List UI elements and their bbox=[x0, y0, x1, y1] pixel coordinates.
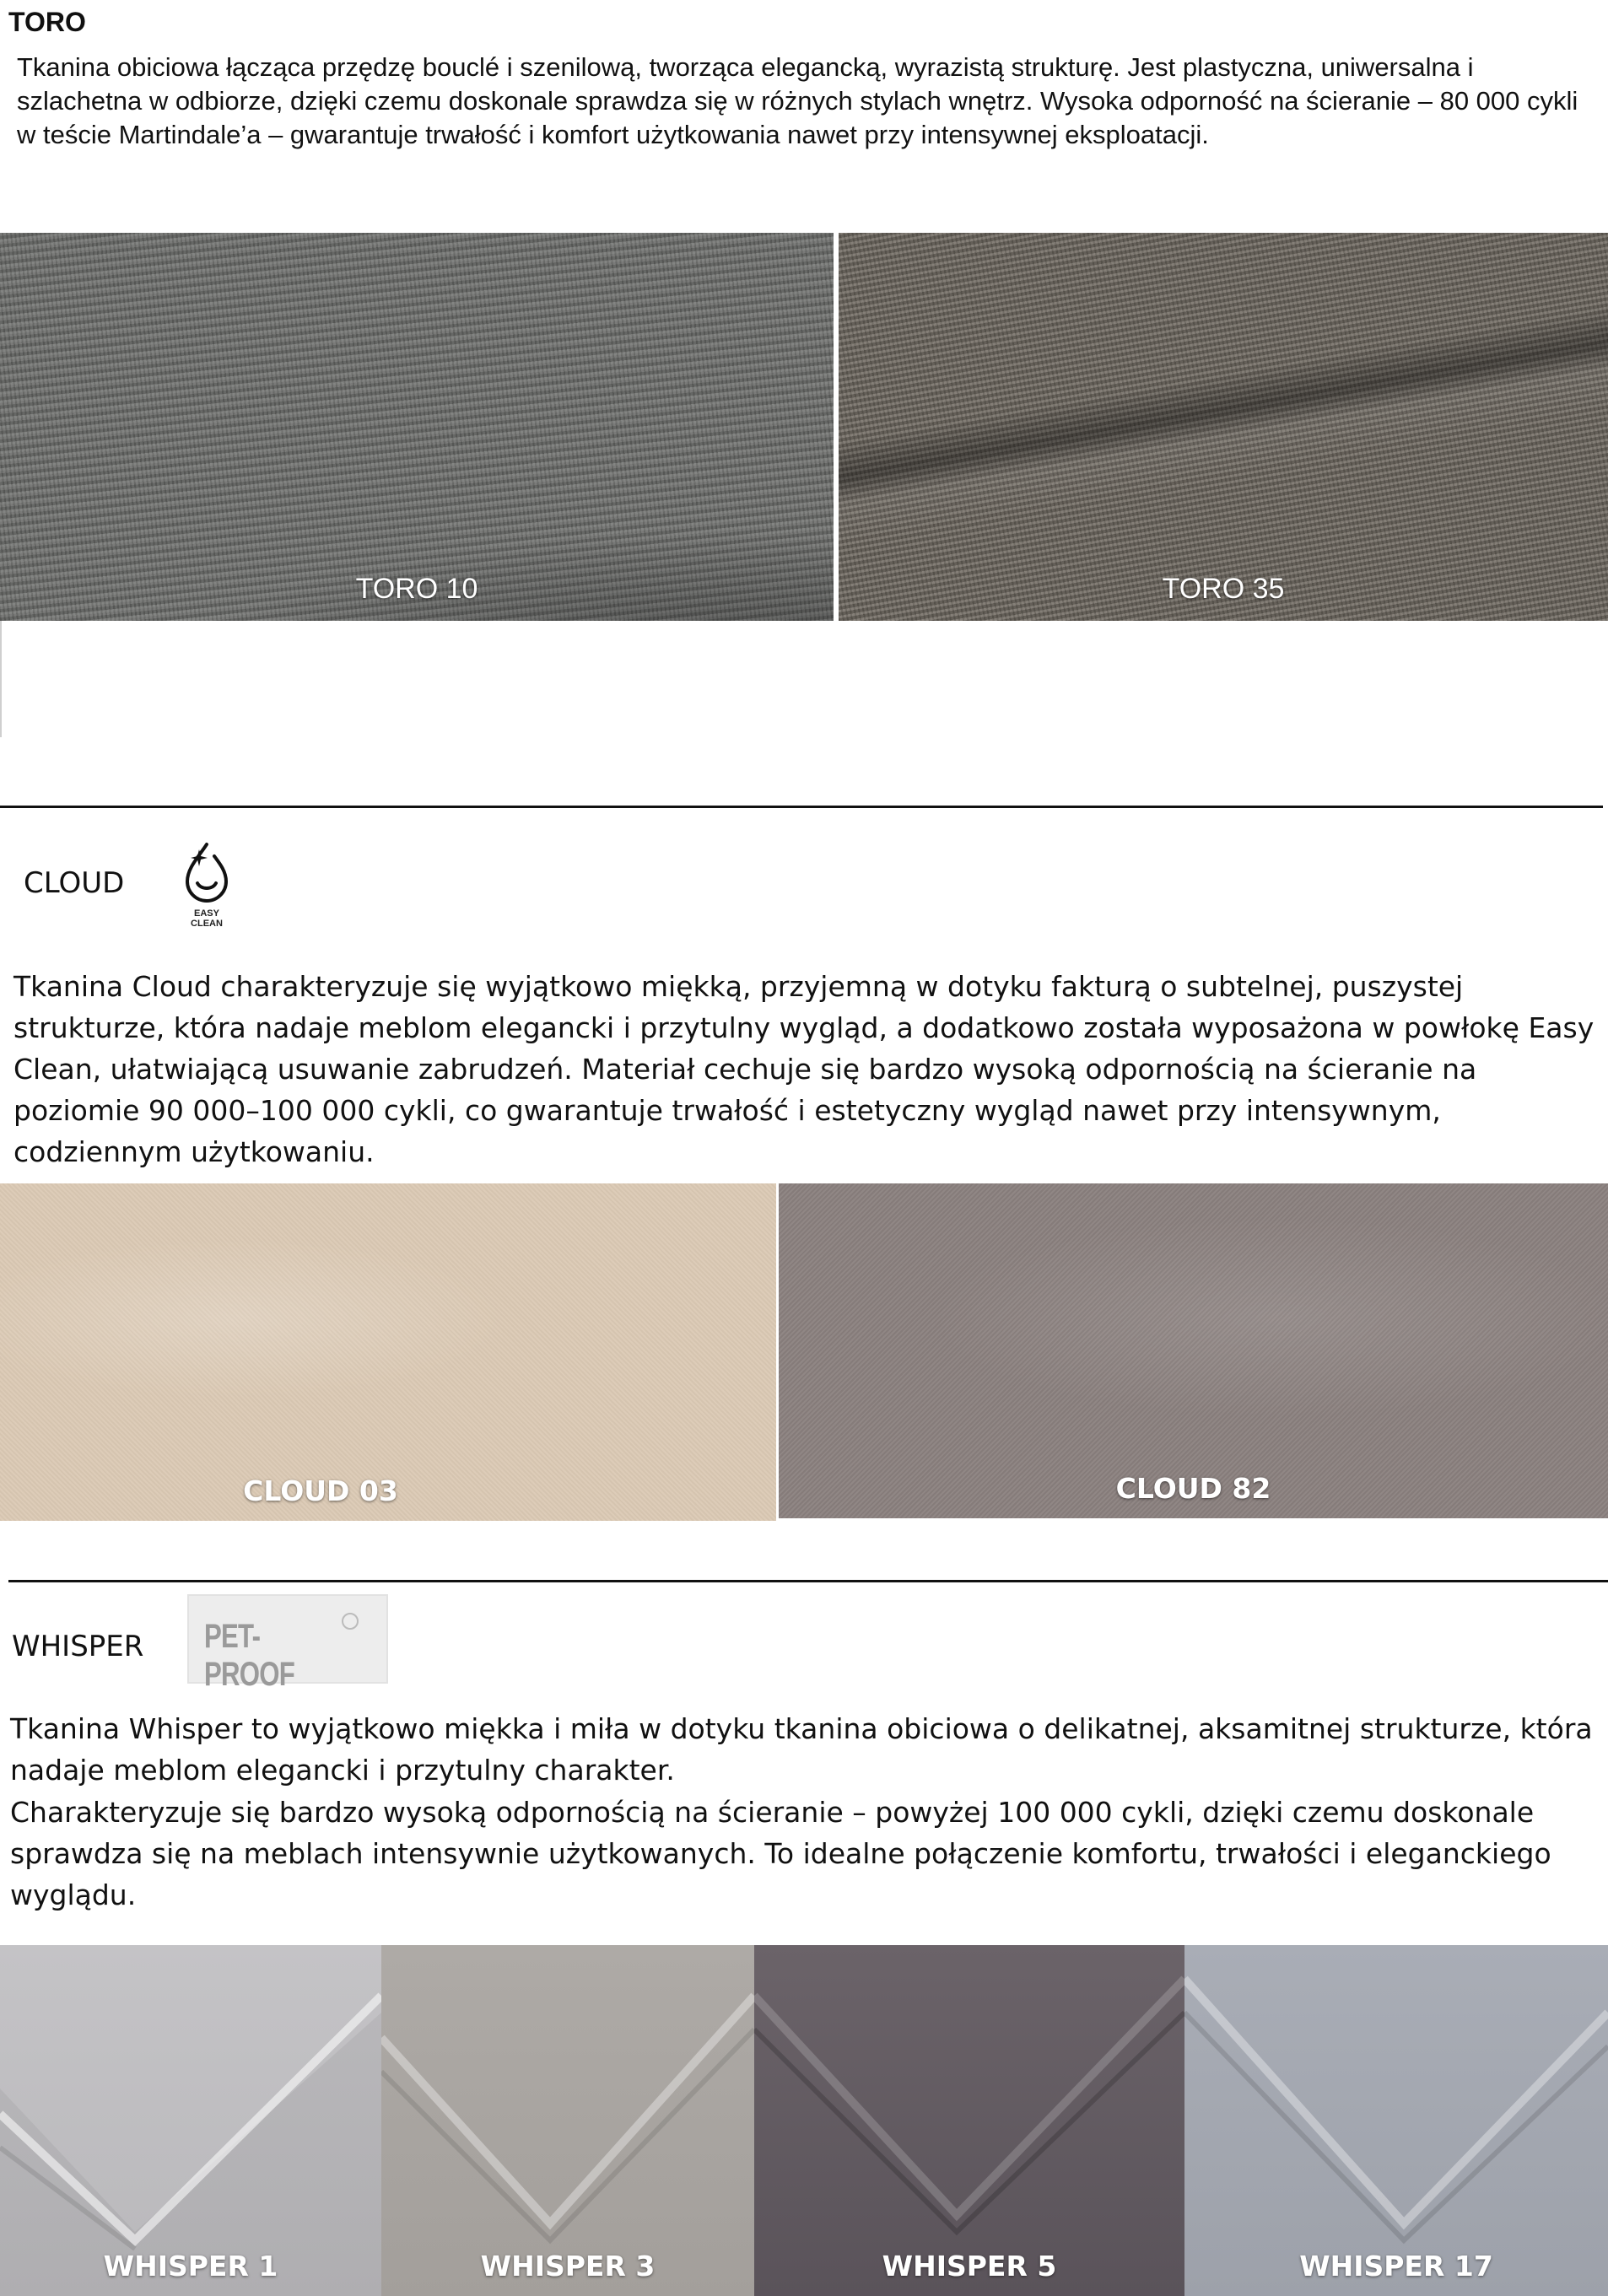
swatch-label: TORO 35 bbox=[1162, 573, 1285, 605]
easy-clean-badge bbox=[173, 839, 240, 946]
fabric-fold bbox=[1184, 1945, 1608, 2296]
cloud-title: CLOUD bbox=[24, 866, 125, 900]
swatch-cloud-03[interactable] bbox=[0, 1183, 776, 1521]
swatch-whisper-3[interactable] bbox=[381, 1945, 754, 2296]
fabric-fold bbox=[0, 1945, 381, 2296]
swatch-label: WHISPER 5 bbox=[882, 2250, 1057, 2283]
fabric-fold bbox=[381, 1945, 754, 2296]
whisper-title: WHISPER bbox=[12, 1630, 144, 1663]
divider bbox=[0, 621, 2, 737]
swatch-toro-35[interactable] bbox=[839, 233, 1608, 621]
swatch-label: WHISPER 1 bbox=[103, 2250, 278, 2283]
swatch-label: WHISPER 17 bbox=[1299, 2250, 1493, 2283]
swatch-label: WHISPER 3 bbox=[480, 2250, 656, 2283]
swatch-cloud-82[interactable] bbox=[779, 1183, 1608, 1518]
swatch-whisper-17[interactable] bbox=[1184, 1945, 1608, 2296]
swatch-label: CLOUD 03 bbox=[243, 1474, 398, 1507]
easy-clean-icon bbox=[177, 839, 236, 908]
pet-proof-badge bbox=[187, 1594, 388, 1693]
pet-proof-text: PET-PROOF bbox=[204, 1618, 295, 1693]
toro-description: Tkanina obiciowa łącząca przędzę bouclé i szenilową, tworząca elegancką, wyrazistą strukturę. Jest plastyczna, uniwersalna i szlachetna w odbiorze, dzięki czemu doskonale sprawdza się w różnych stylach wnętrz. Wysoka odporność na ścieranie – 80 000 cykli w teście Martindale’a – gwarantuje trwałość i komfort użytkowania nawet przy intensywnej eksploatacji. bbox=[17, 52, 1578, 149]
pet-proof-icon bbox=[342, 1613, 359, 1630]
cloud-description: Tkanina Cloud charakteryzuje się wyjątkowo miękką, przyjemną w dotyku fakturą o subtelnej, puszystej strukturze, która nadaje meblom elegancki i przytulny wygląd, a dodatkowo została wyposażona w powłokę Easy Clean, ułatwiającą usuwanie zabrudzeń. Materiał cechuje się bardzo wysoką odpornością na ścieranie na poziomie 90 000–100 000 cykli, co gwarantuje trwałość i estetyczny wygląd nawet przy intensywnym, codziennym użytkowaniu. bbox=[13, 970, 1595, 1168]
toro-title: TORO bbox=[8, 7, 86, 37]
swatch-whisper-5[interactable] bbox=[754, 1945, 1184, 2296]
swatch-whisper-1[interactable] bbox=[0, 1945, 381, 2296]
swatch-label: CLOUD 82 bbox=[1115, 1472, 1271, 1505]
whisper-description-2: Charakteryzuje się bardzo wysoką odpornością na ścieranie – powyżej 100 000 cykli, dzięki czemu doskonale sprawdza się na meblach intensywnie użytkowanych. To idealne połączenie komfortu, trwałości i eleganckiego wyglądu. bbox=[10, 1796, 1551, 1911]
swatch-toro-10[interactable] bbox=[0, 233, 834, 621]
section-divider bbox=[8, 1580, 1608, 1582]
whisper-description-1: Tkanina Whisper to wyjątkowo miękka i miła w dotyku tkanina obiciowa o delikatnej, aksamitnej strukturze, która nadaje meblom elegancki i przytulny charakter. bbox=[10, 1712, 1593, 1787]
fabric-fold bbox=[754, 1945, 1184, 2296]
easy-clean-caption-1: EASY bbox=[194, 908, 219, 919]
section-divider bbox=[0, 806, 1603, 808]
easy-clean-caption-2: CLEAN bbox=[191, 919, 223, 929]
swatch-label: TORO 10 bbox=[355, 573, 478, 605]
